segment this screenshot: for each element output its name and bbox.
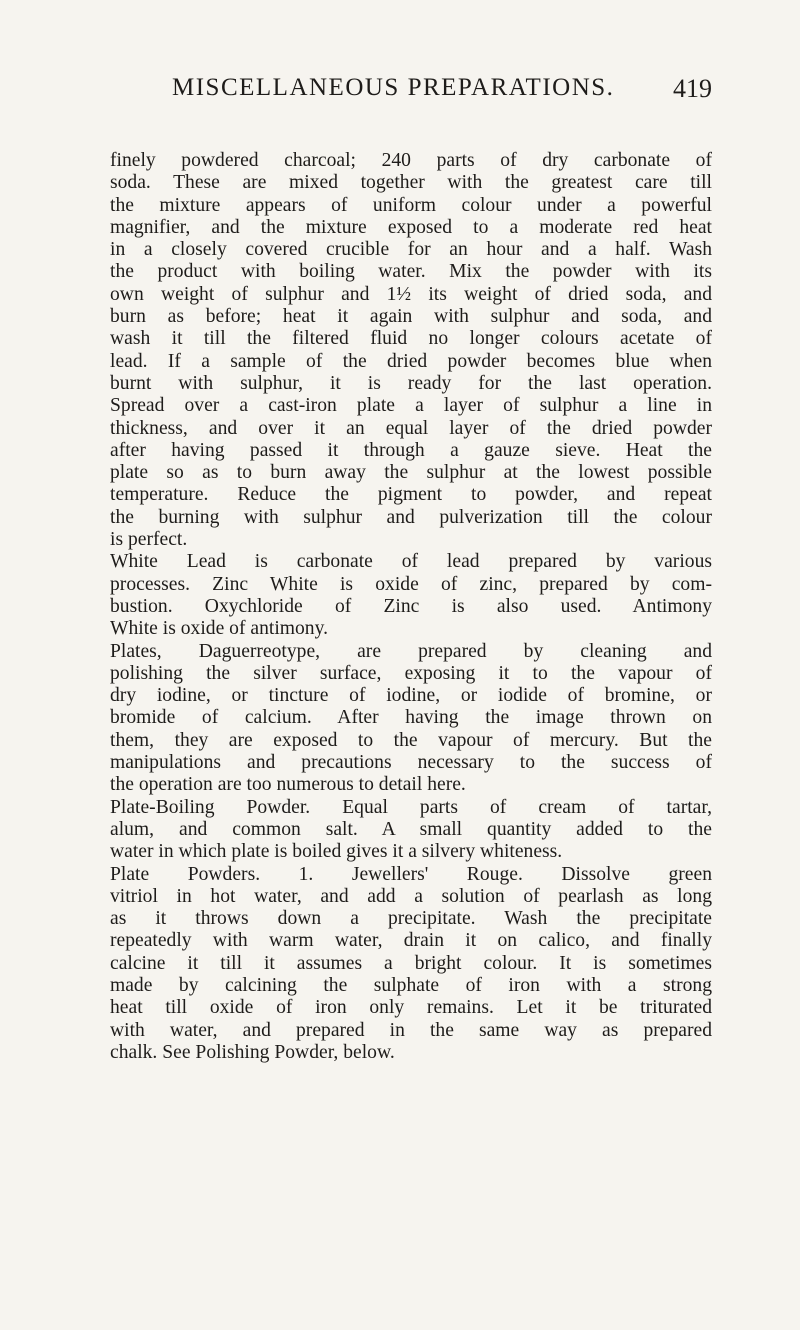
page-number: 419 — [673, 74, 712, 103]
text-line: dry iodine, or tincture of iodine, or iodide of bromine, or — [110, 685, 712, 707]
text-line: White Lead is carbonate of lead prepared by various — [110, 551, 712, 573]
text-line: the product with boiling water. Mix the powder with its — [110, 261, 712, 283]
text-line: water in which plate is boiled gives it a silvery whiteness. — [110, 841, 563, 863]
running-title: MISCELLANEOUS PREPARATIONS. — [172, 74, 615, 101]
text-line: bromide of calcium. After having the image thrown on — [110, 707, 712, 729]
text-line: Plate-Boiling Powder. Equal parts of cream of tartar, — [110, 796, 712, 818]
text-line: wash it till the filtered fluid no longer colours acetate of — [110, 328, 712, 350]
text-line: Spread over a cast-iron plate a layer of sulphur a line in — [110, 395, 712, 417]
text-line: heat till oxide of iron only remains. Let it be triturated — [110, 997, 712, 1019]
text-line: the mixture appears of uniform colour under a powerful — [110, 194, 712, 216]
text-line: vitriol in hot water, and add a solution of pearlash as long — [110, 885, 712, 907]
paragraph-plate-boiling-powder — [110, 797, 712, 864]
text-line: after having passed it through a gauze sieve. Heat the — [110, 439, 712, 461]
text-line: them, they are exposed to the vapour of mercury. But the — [110, 729, 712, 751]
text-line: Plates, Daguerreotype, are prepared by cleaning and — [110, 640, 712, 662]
text-line: the burning with sulphur and pulverization till the colour — [110, 506, 712, 528]
paragraph-white-pigments — [110, 551, 712, 640]
text-line: manipulations and precautions necessary to the success of — [110, 752, 712, 774]
text-line: in a closely covered crucible for an hour and a half. Wash — [110, 239, 712, 261]
text-line: with water, and prepared in the same way as prepared — [110, 1019, 712, 1041]
text-line: finely powdered charcoal; 240 parts of dry carbonate of — [110, 150, 712, 171]
text-line: soda. These are mixed together with the greatest care till — [110, 172, 712, 194]
text-line: own weight of sulphur and 1½ its weight of dried soda, and — [110, 283, 712, 305]
text-line: the operation are too numerous to detail here. — [110, 774, 466, 796]
text-line: Plate Powders. 1. Jewellers' Rouge. Dissolve green — [110, 863, 712, 885]
text-line: White is oxide of antimony. — [110, 618, 329, 640]
paragraph-plate-powders — [110, 864, 712, 1065]
text-line: calcine it till it assumes a bright colour. It is sometimes — [110, 952, 712, 974]
text-line: processes. Zinc White is oxide of zinc, prepared by com- — [110, 573, 712, 595]
text-line: temperature. Reduce the pigment to powder, and repeat — [110, 484, 712, 506]
text-line: polishing the silver surface, exposing it to the vapour of — [110, 662, 712, 684]
text-line: as it throws down a precipitate. Wash the precipitate — [110, 908, 712, 930]
text-line: bustion. Oxychloride of Zinc is also used. Antimony — [110, 595, 712, 617]
text-line: alum, and common salt. A small quantity added to the — [110, 818, 712, 840]
text-line: repeatedly with warm water, drain it on calico, and finally — [110, 930, 712, 952]
text-line: burn as before; heat it again with sulphur and soda, and — [110, 306, 712, 328]
text-line: plate so as to burn away the sulphur at the lowest possible — [110, 462, 712, 484]
body-text — [110, 150, 712, 1064]
text-line: thickness, and over it an equal layer of the dried powder — [110, 417, 712, 439]
paragraph-ultramarine-process — [110, 150, 712, 551]
running-head — [172, 74, 712, 114]
text-line: made by calcining the sulphate of iron with a strong — [110, 974, 712, 996]
text-line: is perfect. — [110, 529, 188, 551]
text-line: burnt with sulphur, it is ready for the last operation. — [110, 372, 712, 394]
text-line: magnifier, and the mixture exposed to a moderate red heat — [110, 216, 712, 238]
text-line: chalk. See Polishing Powder, below. — [110, 1041, 395, 1063]
text-line: lead. If a sample of the dried powder becomes blue when — [110, 350, 712, 372]
paragraph-plates-daguerreotype — [110, 641, 712, 797]
